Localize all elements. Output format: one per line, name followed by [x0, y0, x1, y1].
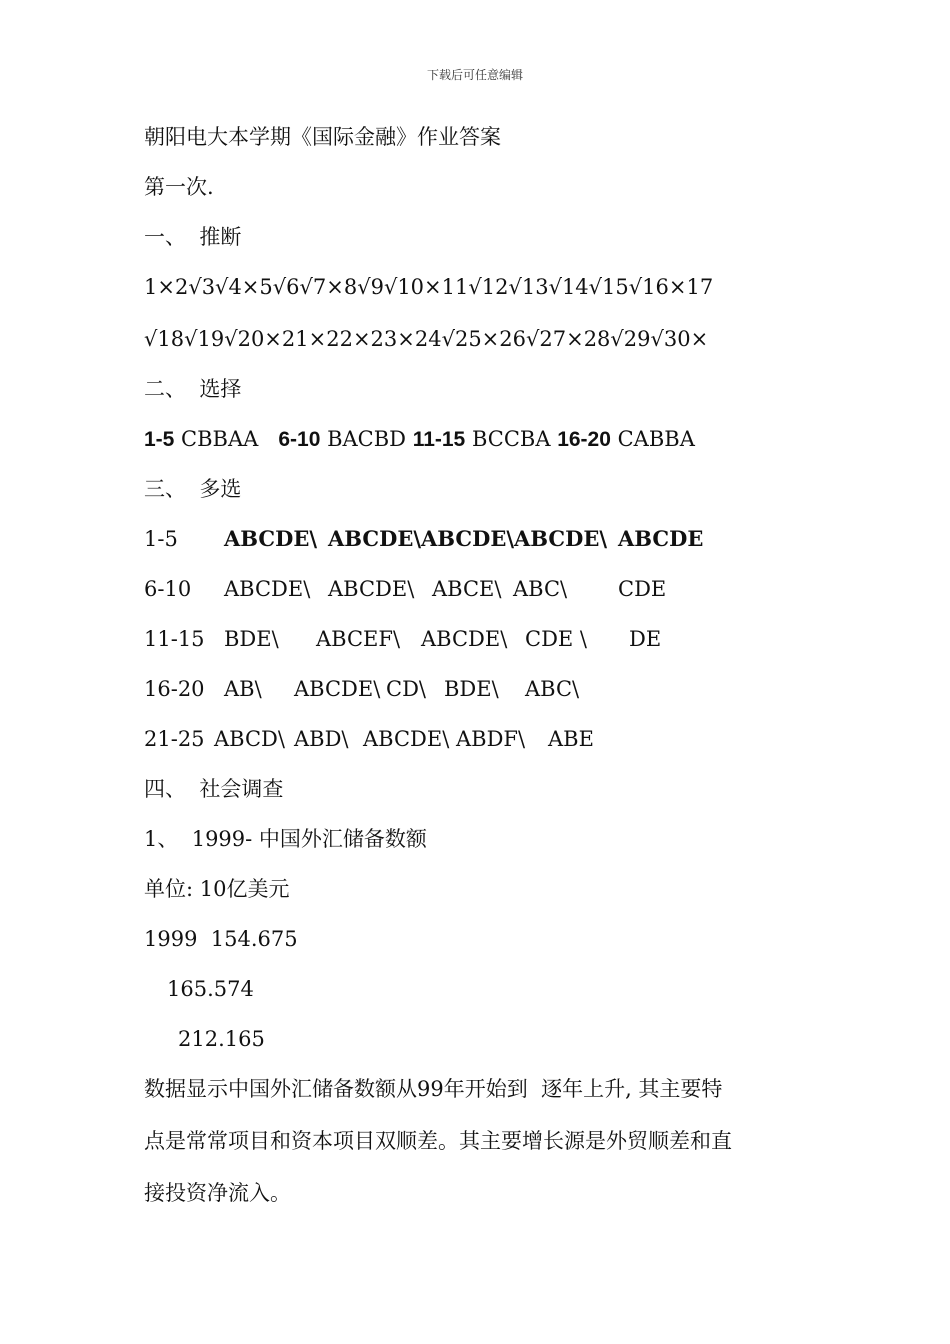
multichoice-row: [144, 576, 844, 602]
multichoice-answer: ABC\: [525, 677, 580, 701]
multichoice-answer: ABCDE: [618, 526, 704, 551]
multichoice-answer: ABCDE\: [224, 577, 311, 601]
survey-paragraph-line: 点是常常项目和资本项目双顺差。其主要增长源是外贸顺差和直: [144, 1129, 732, 1153]
multichoice-range: 6-10: [144, 577, 192, 601]
section-survey-heading: 四、 社会调查: [144, 777, 284, 801]
section-choice-heading: 二、 选择: [144, 377, 242, 401]
judgement-answers-line-1: 1×2√3√4×5√6√7×8√9√10×11√12√13√14√15√16×17: [144, 275, 714, 299]
multichoice-range: 1-5: [144, 527, 178, 551]
survey-paragraph-line: 数据显示中国外汇储备数额从99年开始到 逐年上升, 其主要特: [144, 1077, 723, 1101]
multichoice-row: [144, 526, 844, 552]
multichoice-range: 21-25: [144, 727, 205, 751]
header-note: 下载后可任意编辑: [426, 68, 523, 82]
multichoice-range: 16-20: [144, 677, 205, 701]
multichoice-range: 11-15: [144, 627, 205, 651]
multichoice-answer: ABCDE\: [224, 526, 318, 551]
choice-answer: BACBD: [327, 427, 406, 451]
survey-data-line: 1999 154.675: [144, 927, 298, 951]
choice-answers-line: [144, 426, 695, 453]
multichoice-answer: ABCDE\: [421, 627, 508, 651]
survey-unit: 单位: 10亿美元: [144, 877, 290, 901]
multichoice-answer: AB\: [224, 677, 262, 701]
multichoice-answer: ABE: [548, 727, 594, 751]
multichoice-answer: CD\: [386, 677, 426, 701]
multichoice-row: [144, 626, 844, 652]
choice-answer: CABBA: [617, 427, 695, 451]
multichoice-answer: BDE\: [224, 627, 279, 651]
multichoice-answer: ABD\: [294, 727, 349, 751]
multichoice-answer: ABCDE\: [328, 577, 415, 601]
survey-data-line: 165.574: [167, 977, 254, 1001]
multichoice-row: [144, 726, 844, 752]
multichoice-answer: CDE \: [525, 627, 587, 651]
survey-data-line: 212.165: [178, 1027, 265, 1051]
assignment-label: 第一次.: [144, 175, 214, 199]
multichoice-answer: ABCEF\: [316, 627, 401, 651]
multichoice-answer: DE: [629, 627, 662, 651]
choice-answer: CBBAA: [181, 427, 259, 451]
choice-range: 16-20: [557, 428, 611, 451]
choice-range: 11-15: [412, 428, 466, 451]
choice-range: 1-5: [144, 428, 175, 451]
multichoice-answer: ABCDE\: [363, 727, 450, 751]
multichoice-answer: CDE: [618, 577, 667, 601]
multichoice-answer: BDE\: [444, 677, 499, 701]
multichoice-answer: ABC\: [513, 577, 568, 601]
survey-item-title: 1、 1999- 中国外汇储备数额: [144, 827, 427, 851]
multichoice-answer: ABCDE\: [328, 526, 422, 551]
multichoice-answer: ABCDE\: [421, 526, 515, 551]
multichoice-answer: ABCE\: [432, 577, 502, 601]
multichoice-answer: ABCDE\: [294, 677, 381, 701]
section-multichoice-heading: 三、 多选: [144, 477, 242, 501]
multichoice-row: [144, 676, 844, 702]
multichoice-answer: ABCDE\: [514, 526, 608, 551]
section-judgement-heading: 一、 推断: [144, 225, 242, 249]
survey-paragraph-line: 接投资净流入。: [144, 1181, 291, 1205]
multichoice-answer: ABDF\: [456, 727, 526, 751]
judgement-answers-line-2: √18√19√20×21×22×23×24√25×26√27×28√29√30×: [144, 327, 709, 351]
choice-answer: BCCBA: [471, 427, 551, 451]
document-title: 朝阳电大本学期《国际金融》作业答案: [144, 125, 501, 149]
multichoice-answer: ABCD\: [214, 727, 285, 751]
choice-range: 6-10: [278, 428, 321, 451]
